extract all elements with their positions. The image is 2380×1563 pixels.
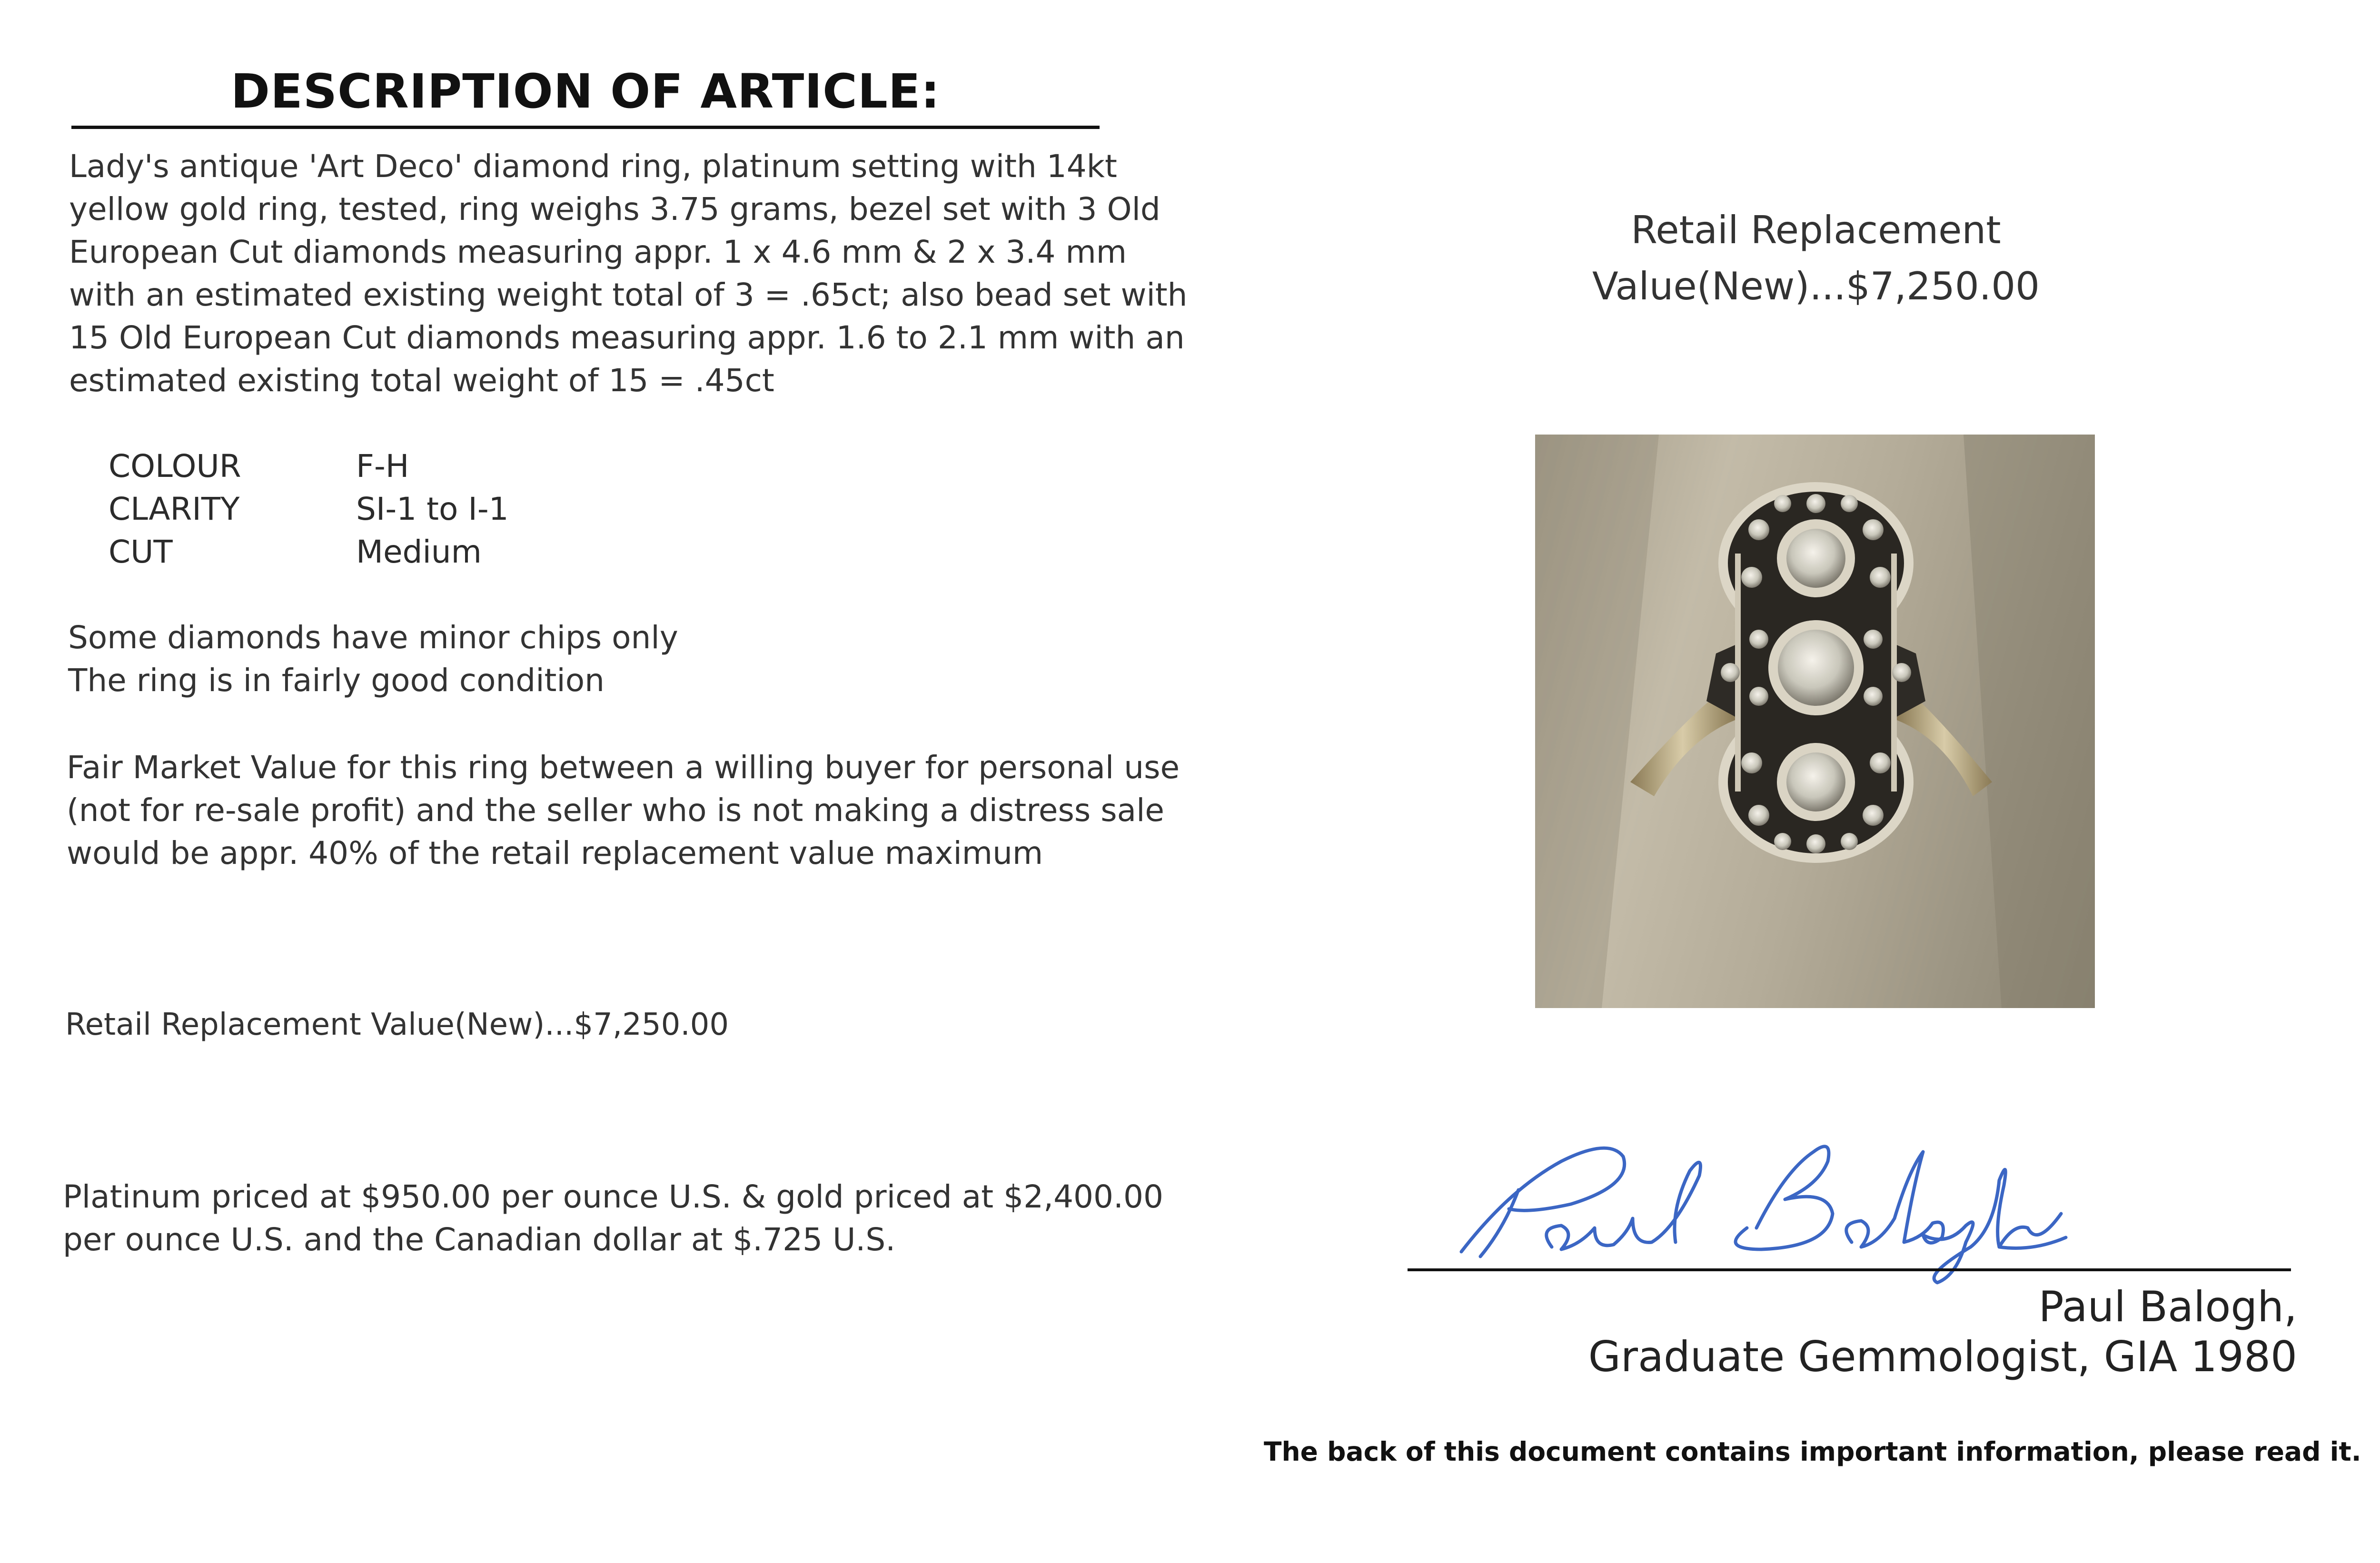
condition-line: The ring is in fairly good condition (68, 662, 605, 699)
signature (1452, 1133, 2166, 1285)
description-paragraph (69, 145, 1188, 402)
spec-value: F-H (356, 448, 409, 485)
condition-paragraph (68, 616, 1020, 702)
retail-value-right-line2: Value(New)...$7,250.00 (1592, 264, 2040, 308)
heading-underline (71, 126, 1100, 129)
description-line: European Cut diamonds measuring appr. 1 x 4.6 mm & 2 x 3.4 mm (69, 234, 1127, 270)
spec-row-clarity (109, 488, 680, 531)
description-line: 15 Old European Cut diamonds measuring appr. 1.6 to 2.1 mm with an (69, 319, 1185, 356)
signer-title: Graduate Gemmologist, GIA 1980 (1588, 1332, 2297, 1381)
handwritten-signature (1452, 1133, 2166, 1285)
spec-label: CUT (109, 534, 173, 570)
spec-row-colour (109, 445, 680, 488)
spec-value: SI-1 to I-1 (356, 491, 509, 527)
specs-table (109, 445, 727, 578)
description-line: yellow gold ring, tested, ring weighs 3.75 grams, bezel set with 3 Old (69, 191, 1160, 228)
footer-notice: The back of this document contains important information, please read it. (1264, 1436, 2361, 1467)
condition-line: Some diamonds have minor chips only (68, 619, 678, 656)
spec-row-cut (109, 531, 680, 574)
fair-market-line: would be appr. 40% of the retail replacement value maximum (67, 835, 1043, 871)
description-line: Lady's antique 'Art Deco' diamond ring, platinum setting with 14kt (69, 148, 1117, 185)
description-line: with an estimated existing weight total of 3 = .65ct; also bead set with (69, 277, 1188, 313)
spec-value: Medium (356, 534, 482, 570)
ring-photo-icon (1535, 435, 2095, 1008)
spec-label: CLARITY (109, 491, 240, 527)
description-line: estimated existing total weight of 15 = .45ct (69, 362, 774, 399)
ring-photo (1535, 435, 2095, 1008)
section-heading: DESCRIPTION OF ARTICLE: (230, 64, 941, 119)
signer-name: Paul Balogh, (2038, 1282, 2297, 1331)
spec-label: COLOUR (109, 448, 241, 485)
fair-market-paragraph (67, 746, 1180, 875)
fair-market-line: (not for re-sale profit) and the seller who is not making a distress sale (67, 792, 1165, 829)
signature-line (1408, 1268, 2291, 1271)
retail-value-right (1533, 202, 2099, 315)
retail-value-left: Retail Replacement Value(New)...$7,250.00 (65, 1007, 729, 1042)
pricing-paragraph (63, 1176, 1163, 1261)
fair-market-line: Fair Market Value for this ring between a willing buyer for personal use (67, 749, 1180, 786)
pricing-line: Platinum priced at $950.00 per ounce U.S. & gold priced at $2,400.00 (63, 1178, 1163, 1215)
pricing-line: per ounce U.S. and the Canadian dollar at $.725 U.S. (63, 1221, 896, 1258)
retail-value-right-line1: Retail Replacement (1631, 208, 2001, 252)
